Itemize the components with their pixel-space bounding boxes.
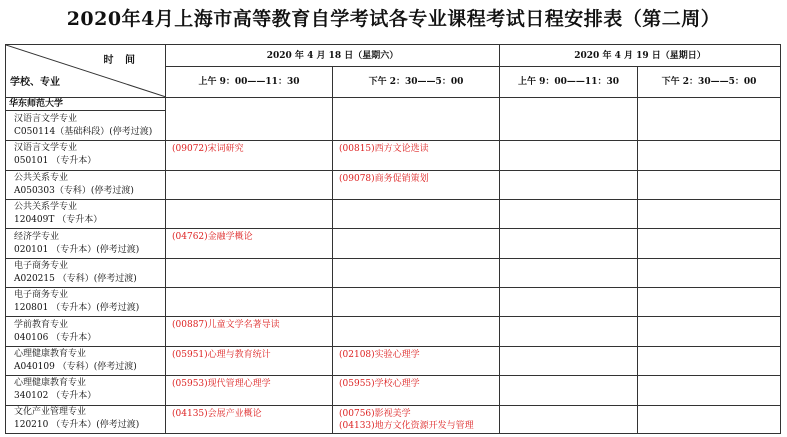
exam-cell [333, 317, 500, 346]
major-name: 学前教育专业 [14, 319, 69, 330]
major-name: 汉语言文学专业 [14, 113, 78, 124]
exam-cell [638, 229, 781, 258]
header-diagonal-cell [6, 45, 166, 98]
exam-cell: (02108)实验心理学 [333, 346, 500, 375]
time-header-label: 时 间 [103, 55, 139, 66]
major-cell [6, 229, 166, 258]
major-code: 050101 （专升本） [14, 156, 97, 167]
slot-header-sat-am: 上午 9：00——11：30 [166, 67, 333, 97]
exam-cell [500, 170, 638, 199]
table-row [6, 141, 781, 170]
exam-cell: (00815)西方文论选读 [333, 141, 500, 170]
exam-cell [166, 199, 333, 228]
exam-cell [638, 170, 781, 199]
exam-cell [166, 170, 333, 199]
exam-cell: (00887)儿童文学名著导读 [166, 317, 333, 346]
table-row [6, 288, 781, 317]
major-code: 020101 （专升本）(停考过渡) [14, 244, 140, 255]
major-cell [6, 199, 166, 228]
exam-cell [333, 199, 500, 228]
major-cell [6, 376, 166, 405]
exam-cell [638, 346, 781, 375]
exam-cell: (05955)学校心理学 [333, 376, 500, 405]
major-name: 汉语言文学专业 [14, 143, 78, 154]
date-header-apr19: 2020 年 4 月 19 日（星期日） [500, 45, 781, 67]
exam-cell: (05951)心理与教育统计 [166, 346, 333, 375]
table-row [6, 258, 781, 287]
exam-cell-empty [638, 97, 781, 141]
table-row [6, 346, 781, 375]
major-cell [6, 405, 166, 433]
exam-cell [500, 258, 638, 287]
major-cell [6, 258, 166, 287]
exam-cell [333, 229, 500, 258]
exam-cell-empty [333, 97, 500, 141]
major-name: 心理健康教育专业 [14, 349, 87, 360]
major-cell [6, 110, 166, 140]
exam-cell [638, 141, 781, 170]
exam-cell [638, 288, 781, 317]
exam-cell [500, 376, 638, 405]
major-code: A040109 （专科）(停考过渡) [14, 362, 137, 373]
exam-cell [166, 258, 333, 287]
exam-cell [500, 346, 638, 375]
exam-cell [333, 288, 500, 317]
table-row [6, 199, 781, 228]
exam-cell: (05953)现代管理心理学 [166, 376, 333, 405]
major-name: 文化产业管理专业 [14, 407, 87, 418]
exam-cell: (04135)会展产业概论 [166, 405, 333, 433]
major-name: 电子商务专业 [14, 260, 69, 271]
major-code: 340102 （专升本） [14, 391, 97, 402]
exam-cell [500, 288, 638, 317]
major-name: 公共关系专业 [14, 172, 69, 183]
exam-cell: (09078)商务促销策划 [333, 170, 500, 199]
major-name: 经济学专业 [14, 231, 60, 242]
exam-cell: (00756)影视美学 (04133)地方文化资源开发与管理 [333, 405, 500, 433]
major-code: A050303（专科）(停考过渡) [14, 185, 134, 196]
exam-cell [500, 199, 638, 228]
major-code: C050114（基础科段）(停考过渡) [14, 126, 153, 137]
major-cell [6, 141, 166, 170]
major-name: 心理健康教育专业 [14, 378, 87, 389]
major-cell [6, 346, 166, 375]
exam-cell: (04762)金融学概论 [166, 229, 333, 258]
major-code: 120801 （专升本）(停考过渡) [14, 303, 140, 314]
major-cell [6, 170, 166, 199]
exam-cell [500, 229, 638, 258]
exam-cell: (09072)宋词研究 [166, 141, 333, 170]
exam-cell [638, 258, 781, 287]
page-title: 2020年4月上海市高等教育自学考试各专业课程考试日程安排表（第二周） [66, 8, 721, 30]
table-row [6, 376, 781, 405]
exam-cell [638, 405, 781, 433]
exam-cell-empty [500, 97, 638, 141]
major-name: 公共关系学专业 [14, 202, 78, 213]
slot-header-sat-pm: 下午 2：30——5：00 [333, 67, 500, 97]
table-row [6, 405, 781, 433]
exam-cell [500, 141, 638, 170]
slot-header-sun-pm: 下午 2：30——5：00 [638, 67, 781, 97]
major-name: 电子商务专业 [14, 290, 69, 301]
major-cell [6, 288, 166, 317]
school-major-header-label: 学校、专业 [10, 76, 60, 88]
exam-cell [166, 288, 333, 317]
exam-cell [638, 376, 781, 405]
exam-cell [333, 258, 500, 287]
university-name: 华东师范大学 [6, 97, 166, 110]
exam-cell-empty [166, 97, 333, 141]
date-header-apr18: 2020 年 4 月 18 日（星期六） [166, 45, 500, 67]
exam-cell [500, 405, 638, 433]
table-row [6, 317, 781, 346]
major-cell [6, 317, 166, 346]
major-code: A020215 （专科）(停考过渡) [14, 273, 137, 284]
exam-cell [638, 317, 781, 346]
major-code: 040106 （专升本） [14, 332, 97, 343]
table-row [6, 229, 781, 258]
exam-schedule-table [5, 44, 781, 434]
major-code: 120409T （专升本） [14, 215, 103, 226]
slot-header-sun-am: 上午 9：00——11：30 [500, 67, 638, 97]
major-code: 120210 （专升本）(停考过渡) [14, 420, 140, 431]
exam-cell [638, 199, 781, 228]
table-row [6, 170, 781, 199]
exam-cell [500, 317, 638, 346]
